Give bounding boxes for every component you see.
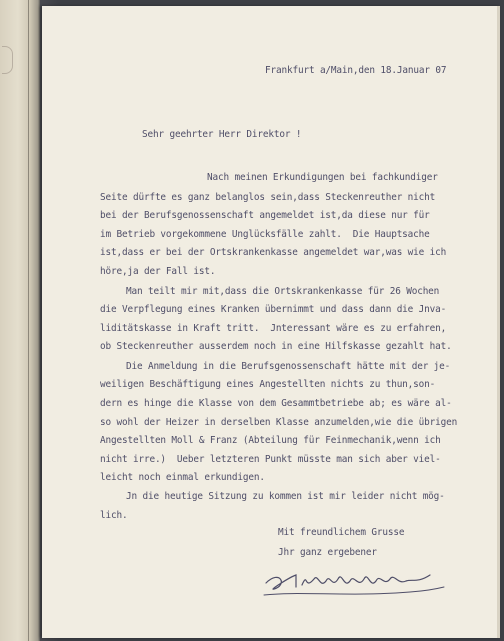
- body-line: im Betrieb vorgekommene Unglücksfälle zahlt. Die Hauptsache: [100, 229, 430, 240]
- body-line: nicht irre.) Ueber letzteren Punkt müsste man sich aber viel-: [100, 454, 441, 465]
- binding-edge: [28, 0, 29, 641]
- page-edge-mark: [2, 46, 13, 74]
- body-line: Seite dürfte es ganz belanglos sein,dass Steckenreuther nicht: [100, 192, 436, 203]
- body-line: bei der Berufsgenossenschaft angemeldet ist,da diese nur für: [100, 210, 430, 221]
- body-line: Man teilt mir mit,dass die Ortskrankenkasse für 26 Wochen: [126, 286, 440, 297]
- body-line: Angestellten Moll & Franz (Abteilung für Feinmechanik,wenn ich: [100, 435, 441, 446]
- underlying-page-edge: [0, 0, 40, 641]
- date-line: Frankfurt a/Main,den 18.Januar 07: [265, 65, 447, 76]
- handwritten-signature: [260, 559, 450, 603]
- body-line: Nach meinen Erkundigungen bei fachkundiger: [207, 172, 438, 183]
- letter-page: [42, 6, 500, 638]
- body-line: so wohl der Heizer in derselben Klasse anzumelden,wie die übrigen: [100, 417, 458, 428]
- body-line: weiligen Beschäftigung eines Angestellten nichts zu thun,son-: [100, 379, 436, 390]
- body-line: ist,dass er bei der Ortskrankenkasse angemeldet war,was wie ich: [100, 247, 447, 258]
- body-line: lich.: [100, 510, 128, 521]
- body-line: liditätskasse in Kraft tritt. Jnteressant wäre es zu erfahren,: [100, 323, 447, 334]
- salutation: Sehr geehrter Herr Direktor !: [142, 129, 302, 140]
- closing-valediction: Jhr ganz ergebener: [278, 547, 377, 558]
- body-line: die Verpflegung eines Kranken übernimmt und dass dann die Jnva-: [100, 304, 447, 315]
- body-line: ob Steckenreuther ausserdem noch in eine Hilfskasse gezahlt hat.: [100, 341, 452, 352]
- body-line: dern es hinge die Klasse von dem Gesammtbetriebe ab; es wäre al-: [100, 398, 452, 409]
- body-line: leicht noch einmal erkundigen.: [100, 472, 265, 483]
- body-line: Jn die heutige Sitzung zu kommen ist mir leider nicht mög-: [126, 491, 445, 502]
- body-line: höre,ja der Fall ist.: [100, 266, 216, 277]
- closing-greeting: Mit freundlichem Grusse: [278, 527, 405, 538]
- body-line: Die Anmeldung in die Berufsgenossenschaft hätte mit der je-: [126, 361, 451, 372]
